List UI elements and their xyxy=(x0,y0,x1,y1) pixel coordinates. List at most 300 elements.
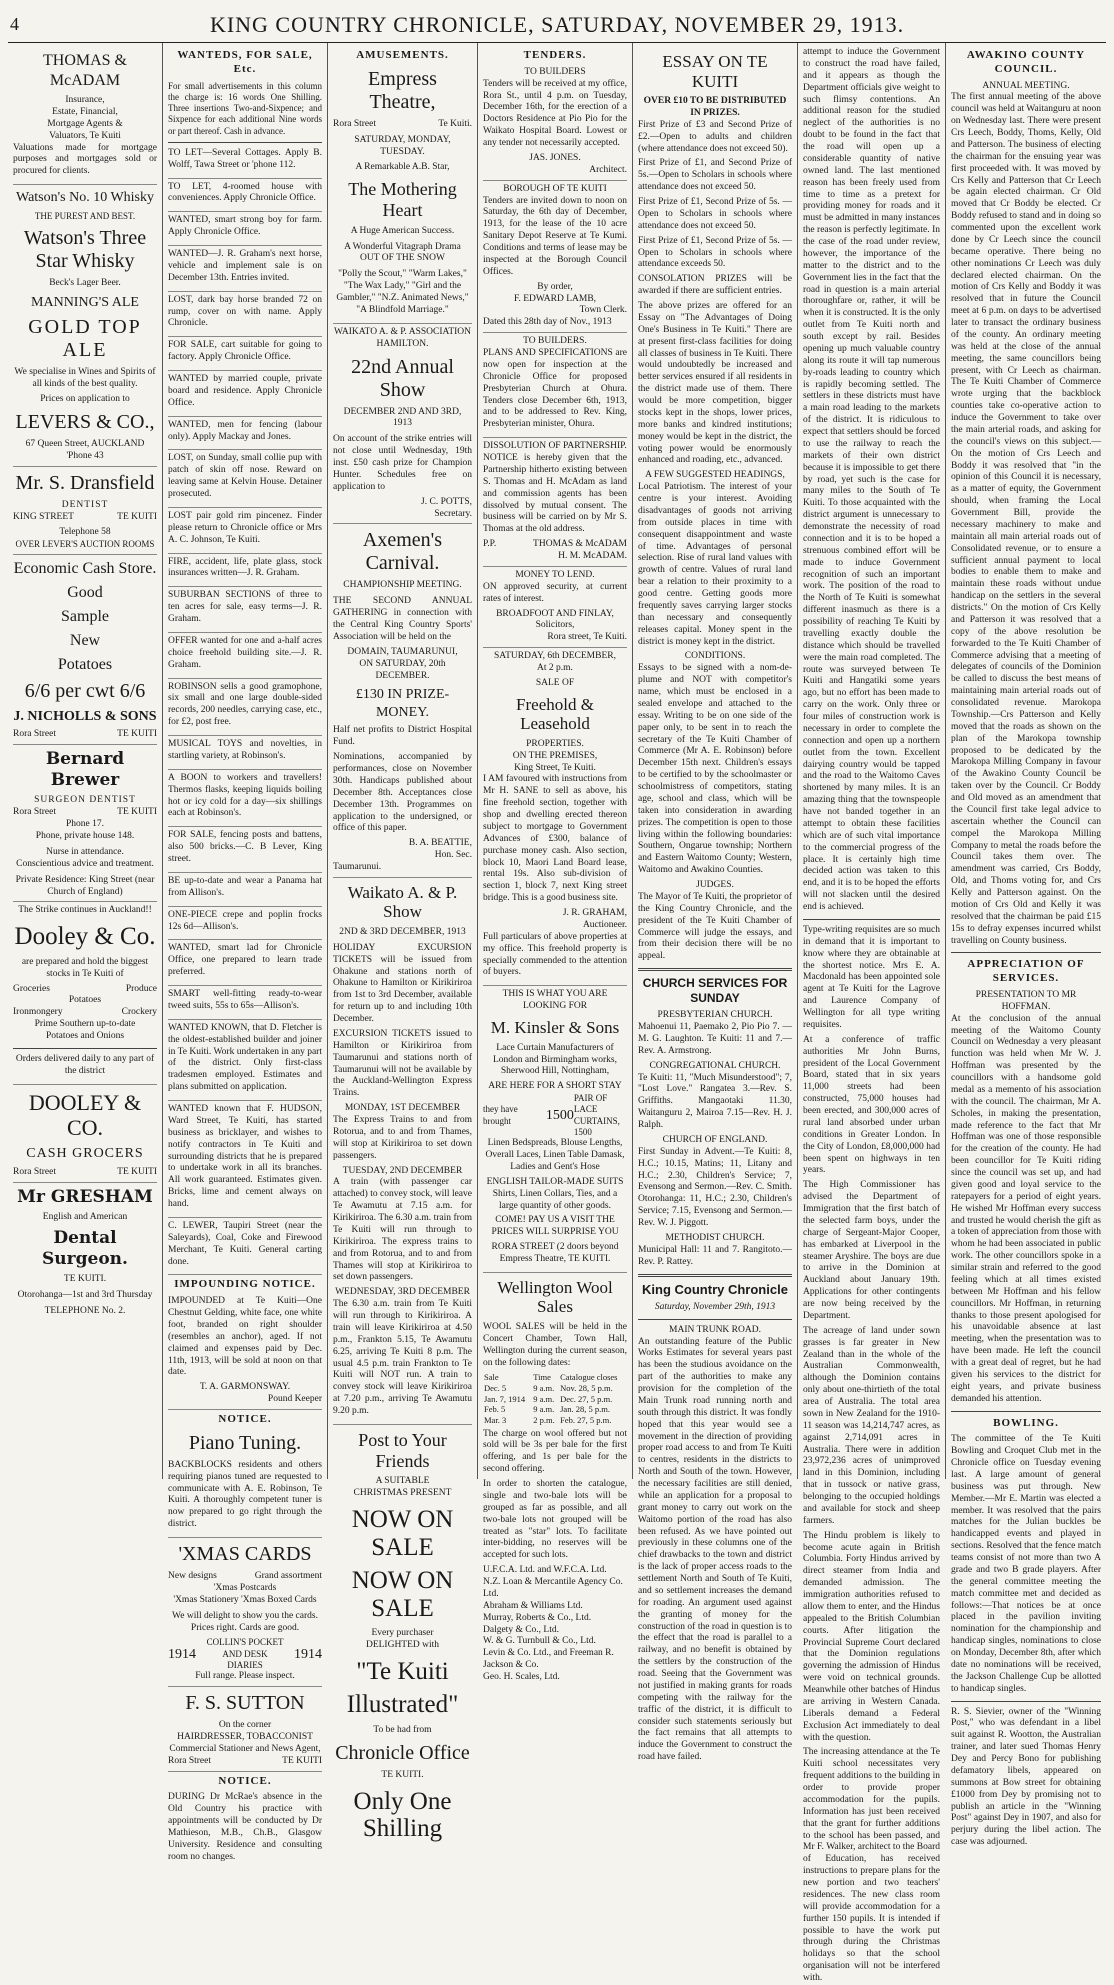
church-heading: PRESBYTERIAN CHURCH. xyxy=(657,1010,773,1021)
classified-text: LOST, dark bay horse branded 72 on rump, cover on with name. Apply Chronicle. xyxy=(168,294,322,329)
ad-title: Dooley & Co. xyxy=(14,923,156,951)
classified-text: LOST, on Sunday, small collie pup with patch of skin off nose. Reward on leaving same at Kelvin House. Detainer prosecuted. xyxy=(168,453,322,499)
essay-title: ESSAY ON TE KUITI xyxy=(662,52,768,91)
ad-line: Beck's Lager Beer. xyxy=(49,277,121,288)
news-item: At a conference of traffic authorities Mr John Burns, president of the Local Government Board, stated that in six years 11,000 streets had been constructed, 75,000 houses had been erected, and 300,000 acres of rural land absorbed under urban conditions in Greater London. In the City of London, £8,000,000 had been spent on highways in ten years. xyxy=(803,1034,940,1176)
ad-thomas-mcadam xyxy=(13,51,157,185)
notice-dissolution xyxy=(483,441,627,567)
ad-phone: 'Phone 43 xyxy=(66,450,104,461)
ad-line: HAMILTON. xyxy=(376,338,429,349)
ad-line: To be had from xyxy=(373,1724,432,1735)
essay-heading: A FEW SUGGESTED HEADINGS, xyxy=(645,470,785,481)
list-item: W. & G. Turnbull & Co., Ltd. xyxy=(483,1636,596,1647)
ad-line: Prices on application to xyxy=(40,394,130,404)
ad-title: Axemen's Carnival. xyxy=(362,529,443,575)
article-text: The first annual meeting of the above council was held at Waitanguru at noon on Wednesday last. There were present Crs Leech, Boddy, Thoms, Kelly, Old and Patterson. The business of electing the chairman for the ensuing year was first proceeded with. It was moved by Crs Kelly and Patterson that Cr Leech be again elected chairman. Cr Old moved that Cr Boddy be elected. Cr Boddy refused to stand and in doing so commented upon the excellent work done by Cr Leech since the council became operative. There being no other nominations Cr Leech was duly declared elected chairman. On the motion of Crs Kelly and Boddy it was resolved that in future the Council meet at 6 p.m. on days to be advertised later to transact the ordinary business of the county. An ordinary meeting was held at the close of the annual meeting, the same councillors being present, with Cr Leech as chairman. The Te Kuiti Chamber of Commerce wrote urging that the backblock counties take co-operative action to induce the Government to take over the main arterial roads, and asking for the council's views on this subject.—On the motion of Crs Leech and Boddy it was resolved that "in the opinion of this Council it is necessary, as a matter of equity, the Government should, when framing the Local Government Bill, provide the necessary machinery to make and maintain all main arterial roads out of Consolidated revenue, or to ensure a sufficient annual payment to local bodies to enable them to make and maintain these roads without undue handicap on the settlers in the several districts." On the motion of Crs Kelly and Patterson it was resolved that a copy of the above resolution be forwarded to the Te Kuiti Chamber of Commerce advising that a meeting of delegates of councils of the Dominion be called to discuss the best means of maintaining main arterial roads out of consolidated revenue. Marokopa Township.—Crs Patterson and Kelly moved that the roads as shown on the plan of the Marokopa township proposed to be dedicated by the Marokopa Milling Company in favour of the Awakino County Council be taken over by the Council. Cr Boddy and Old moved as an amendment that the Council first take legal advice to ascertain whether the Council can compel the Marokopa Milling Company to metal the roads before the Council takes them over. The amendment was carried, Crs Boddy, Old, and Thoms voting for, and Crs Kelly and Patterson against. On the motion of Crs Old and Kelly it was resolved that the chairman be paid £15 15s to defray expenses incurred whilst travelling on County business. xyxy=(951,92,1101,946)
notice-line: BROADFOOT AND FINLAY, xyxy=(496,608,614,619)
ad-text: Half net profits to District Hospital Fund. xyxy=(333,725,472,748)
notice-text: DURING Dr McRae's absence in the Old Country his practice with appointments will be conducted by Dr Mathieson, M.B., Ch.B., Glasgow University. Residence and consulting room no changes. xyxy=(168,1792,322,1862)
classified-ad xyxy=(168,215,322,246)
article-awakino xyxy=(951,49,1101,947)
classified-ad xyxy=(168,773,322,828)
classified-ad xyxy=(168,1023,322,1101)
table-cell: Mar. 3 xyxy=(484,1414,507,1425)
ad-line: Insurance, xyxy=(65,95,105,105)
column-6 xyxy=(798,43,946,1983)
table-row xyxy=(483,1394,627,1405)
tender-signature: F. EDWARD LAMB, xyxy=(513,293,597,304)
classified-text: WANTED, smart lad for Chronicle Office, one prepared to learn trade preferred. xyxy=(168,943,322,978)
ad-empress-theatre xyxy=(333,68,472,324)
classified-text: C. LEWER, Taupiri Street (near the Saleyards), Coal, Coke and Firewood Merchant, Te Kuiti. General carting done. xyxy=(168,1220,322,1267)
classified-text: FOR SALE, fencing posts and battens, also 500 bricks.—C. B Lever, King street. xyxy=(168,830,322,864)
ad-line: DOMAIN, TAUMARUNUI, xyxy=(347,646,458,657)
tender-text: Tenders are invited down to noon on Saturday, the 6th day of December, 1913, for the lease of the 10 acre Sanitary Depot Reserve at Te Kumi. Conditions and terms of lease may be inspected at the Borough Council Offices. xyxy=(483,195,627,277)
ad-signature: B. A. BEATTIE, xyxy=(408,838,472,849)
ad-prize: £130 IN PRIZE-MONEY. xyxy=(355,687,450,720)
ad-line: Estate, Financial, xyxy=(52,106,118,117)
ad-item: Crockery xyxy=(121,1007,157,1018)
table-cell: 9 a.m. xyxy=(533,1404,555,1415)
ad-item: Produce xyxy=(125,983,157,994)
church-text: First Sunday in Advent.—Te Kuiti: 8, H.C.; 10.15, Matins; 11, Litany and H.C.; 2.30, Children's Service; 7, Evensong and Sermon.—Rev. C. Smith. Otorohanga: 11, H.C.; 2.30, Children's Service; 7.15, Evensong and Sermon.—Rev. W. J. Piggott. xyxy=(638,1146,792,1229)
table-cell: 2 p.m. xyxy=(533,1414,555,1425)
ad-item: Potatoes xyxy=(68,995,102,1006)
classified-ad xyxy=(168,420,322,451)
ad-text: "Polly the Scout," "Warm Lakes," "The Wax Lady," "Girl and the Gambler," "N.Z. Animated News," "A Blindfold Marriage." xyxy=(336,269,469,315)
classified-text: FIRE, accident, life, plate glass, stock insurances written—J. R. Graham. xyxy=(168,556,322,579)
ad-economic-cash-store xyxy=(13,559,157,745)
ad-signature: J. C. POTTS, xyxy=(421,496,472,507)
section-header: NOTICE. xyxy=(218,1413,272,1425)
tender-builders xyxy=(483,67,627,181)
ad-text: EXCURSION TICKETS issued to Hamilton or Kirikiriroa from Taumarunui and stations north of Taumarunui will not be available by the Auckland-Wellington Express Trains. xyxy=(333,1028,472,1099)
ad-line: A Wonderful Vitagraph Drama xyxy=(344,241,461,252)
classified-text: MUSICAL TOYS and novelties, in startling variety, at Robinson's. xyxy=(168,739,322,761)
ad-item: Prime Southern up-to-date xyxy=(34,1019,136,1030)
classified-ad xyxy=(168,148,322,179)
notice-signature: THOMAS & McADAM xyxy=(533,539,627,550)
article-text: The committee of the Te Kuiti Bowling and Croquet Club met in the Chronicle office on Tuesday evening last. A large amount of general business was put through. New Member.—Mr E. Martin was elected a member. It was resolved that the pairs matches for the Julian buckles be handicapped events and played in sections. Resolved that the fence match teams consist of not more than two A grade and two B grade players. After the general committee meeting the match committee met and decided as follows:—That notices be at once placed in the pavilion inviting nomination for the championship and handicap singles, nominations to close on Monday, December 8th, after which date no nominations will be received, the Jackson Challenge Cup be allotted to handicap singles. xyxy=(951,1434,1101,1694)
essay-text: Local Patriotism. The interest of your centre is your interest. Avoiding disadvantages of goods not arriving from outside places in time with consequent disappointment and waste of time. Advantages of personal selection. Rise of rural land values with growth of centre. Values of rural land bear a relation to their proximity to a good centre. Getting goods more frequently saves carrying larger stocks than necessary and consequently releases capital. Money spent in the district is money kept in the district. xyxy=(638,482,792,647)
table-cell: Feb. 27, 5 p.m. xyxy=(560,1414,612,1425)
ad-line: Sample xyxy=(61,607,109,625)
classified-text: BE up-to-date and wear a Panama hat from Allison's. xyxy=(168,875,322,898)
ad-xmas-cards xyxy=(168,1543,322,1687)
column-7 xyxy=(946,43,1106,1848)
essay-text: Essays to be signed with a nom-de-plume and NOT with competitor's name, which must be enclosed in a sealed envelope and attached to the essay. Writing to be on one side of the paper only, to be sent in to reach the secretary of the Te Kuiti Chamber of Commerce (Mr A. E. Robinson) before December 15th next. Children's essays to be certified to by the schoolmaster or schoolmistress of competitors, stating age, school and class, which will be taken into consideration in awarding prizes. The competition is open to those living within the following boundaries: Southern, Ongarue township; Northern and Eastern Waitomo County; Western, Waitomo and Awakino Counties. xyxy=(638,663,792,876)
ad-street: Rora Street xyxy=(13,729,57,739)
essay-subtitle: OVER £10 TO BE DISTRIBUTED IN PRIZES. xyxy=(643,96,787,118)
classified-ad xyxy=(168,739,322,770)
ad-text: Linen Bedspreads, Blouse Lengths, Overall Laces, Linen Table Damask, Ladies and Gent's Hose xyxy=(485,1138,625,1172)
ad-line: Every purchaser xyxy=(371,1628,434,1639)
ad-line: 2ND & 3RD DECEMBER, 1913 xyxy=(339,926,466,937)
ad-title: Empress Theatre, xyxy=(368,67,437,113)
ad-line: SATURDAY, 6th DECEMBER, xyxy=(494,651,616,662)
editorial-continued: attempt to induce the Government to construct the road have failed, and it appears as though the Department officials give weight to such flimsy contentions. An additional reason for the studied neglect of the authorities is no doubt to be found in the fact that the road will open up a considerable quantity of native owned land. The last mentioned reason has been freely used from time to time as a pretext for providing money for roads and it must be admitted in many instances the reason is perfectly legitimate. In the case of the road under review, however, the importance of the matter to the district and to the Government lies in the fact that the road in question is a main arterial thoroughfare or, rather, it will be when it is constructed. It is the only outlet from Te Kuiti north and south except by rail. Besides opening up much valuable country along its route it will tap numerous by-roads leading to country which is rapidly becoming settled. The settlers in these districts must have a main road leading to the markets of the district. It is ridiculous to expect that settlers should be forced to use the railway to reach the markets of their own district because it is impossible to get there by road, yet such is the case for many miles to the South of Te Kuiti. To those acquainted with the district argument is unnecessary to demonstrate the necessity of road connection and it is to be hoped a strenuous combined effort will be made to induce Government recognition of such an important work. The position of the road to the North of Te Kuiti is somewhat different inasmuch as there is a possibility of reaching Te Kuiti by travelling exactly double the distance which should be travelled were the main road completed. The route was surveyed between Te Kuiti and Hangatiki some years ago, but no effort has been made to carry on the work. Only three or four miles of construction work is necessary in order to complete the connection and open up a northern outlet from the town. Excellent dairying country would be tapped and the road to the Waitomo Caves shortened by many miles. It is an amazing thing that the townspeople have not banded together in an attempt to obtain these facilities which are of such vital importance to the commercial progress of the place. It is certainly high time decided action was taken to this end, and it is to be hoped the efforts will not slacken until the desired end is achieved. xyxy=(803,47,940,912)
ad-line: DELIGHTED with xyxy=(365,1639,440,1650)
ad-dooley-1 xyxy=(13,905,157,1084)
ad-price: 6/6 per cwt 6/6 xyxy=(24,679,146,702)
ad-signature: J. R. GRAHAM, xyxy=(562,908,627,919)
ad-subtitle: CHAMPIONSHIP MEETING. xyxy=(343,580,462,591)
ad-town: TE KUITI xyxy=(117,729,157,739)
ad-line: A SUITABLE xyxy=(375,1476,430,1487)
ad-line: Conscientious advice and treatment. xyxy=(16,858,154,869)
section-header: IMPOUNDING NOTICE. xyxy=(174,1278,316,1291)
table-cell: Nov. 28, 5 p.m. xyxy=(560,1383,613,1394)
ad-street: Rora Street xyxy=(168,1755,212,1766)
ad-line: New xyxy=(69,631,101,649)
ad-title: Watson's No. 10 Whisky xyxy=(15,190,155,206)
essay-heading: JUDGES. xyxy=(696,880,734,891)
notice-text: NOTICE is hereby given that the Partnership hitherto existing between S. Thomas and H. McAdam as land and commission agents has been dissolved by mutual consent. The business will be carried on by Mr S. Thomas at the old address. xyxy=(483,453,627,535)
ad-bernard-brewer xyxy=(13,749,157,903)
ad-line: OUT OF THE SNOW xyxy=(360,253,445,264)
ad-line: they have brought xyxy=(483,1104,518,1126)
ad-subtitle: SURGEON DENTIST xyxy=(34,795,136,806)
notice-money-to-lend xyxy=(483,570,627,648)
ad-item: Potatoes and Onions xyxy=(45,1031,125,1041)
ad-title: F. S. SUTTON xyxy=(185,1692,305,1714)
editorial-title: MAIN TRUNK ROAD. xyxy=(669,1324,761,1335)
ad-text: We will delight to show you the cards. Prices right. Cards are good. xyxy=(172,1610,318,1633)
ad-title: 'XMAS CARDS xyxy=(178,1543,312,1565)
ad-title: DOOLEY & CO. xyxy=(28,1089,142,1140)
article-text: At the conclusion of the annual meeting of the Waitomo County Council on Wednesday a very pleasant function was held when Mr W. J. Hoffman was presented by the councillors with a handsome gold medal as a memento of his association with the council. The chairman, Mr A. Scholes, in making the presentation, made reference to the fact that Mr Hoffman was one of those responsible for the creation of the county. He had been councillor for Te Kuiti riding since the council was set up, and had given good and loyal service to the ratepayers for a period of eight years. He wished Mr Hoffman every success and trusted he would cherish the gift as a token of appreciation from those with whom he had been associated in public work. The other councillors spoke in a similar strain and referred to the good feeling which at all times existed between Mr Hoffman and his fellow councillors. Mr Hoffman, in returning thanks to those present apologised for his unavoidable absence at last meeting, when the presentation was to have been made. He left the council with a great deal of regret, but he had given his services to the district for eight years, and private business demanded his attention. xyxy=(951,1013,1101,1404)
ad-title: Post to Your Friends xyxy=(358,1429,447,1471)
table-cell: 9 a.m. xyxy=(533,1383,555,1394)
table-cell: Feb. 5 xyxy=(484,1404,506,1415)
classified-ad xyxy=(168,1104,322,1218)
ad-item: Groceries xyxy=(13,983,50,994)
ad-item: Ironmongery xyxy=(13,1007,63,1018)
ad-line: NOW ON SALE xyxy=(351,1506,454,1561)
ad-phone: TELEPHONE No. 2. xyxy=(44,1305,126,1316)
notice-title: DISSOLUTION OF PARTNERSHIP. xyxy=(483,441,627,452)
church-text: Municipal Hall: 11 and 7. Rangitoto.—Rev. P. Rattey. xyxy=(638,1244,792,1267)
ad-line: ENGLISH TAILOR-MADE SUITS xyxy=(486,1176,624,1187)
classified-text: WANTED—J. R. Graham's next horse, vehicle and implement sale is on December 13th. Entries invited. xyxy=(168,249,322,283)
ad-line: ON THE PREMISES, xyxy=(512,750,598,761)
list-item: U.F.C.A. Ltd. and W.F.C.A. Ltd. xyxy=(483,1565,607,1576)
ad-line: PAIR OF LACE CURTAINS, 1500 xyxy=(573,1093,620,1137)
table-cell: Dec. 5 xyxy=(484,1383,507,1394)
notice-line: Solicitors, xyxy=(535,620,575,631)
news-item: The increasing attendance at the Te Kuiti school necessitates very frequent additions to the building in order to provide proper accommodation for the pupils. Information has just been received that the grant for further additions to the school has been passed, and Mr F. Walker, architect to the Board of Education, has received instructions to prepare plans for the new portion and two teachers' residences. The new class room will provide accommodation for a further 150 pupils. It is intended if possible to have the work put through during the Christmas holidays so that the school organisation will not be interfered with. xyxy=(803,1747,940,1983)
classified-text: WANTED by married couple, private board and residence. Apply Chronicle Office. xyxy=(168,374,322,408)
ad-title: Mr. S. Dransfield xyxy=(15,471,155,494)
ad-line: Private Residence: King Street (near Church of England) xyxy=(15,874,155,897)
essay-prize: First Prize of £1, Second Prize of 5s. —Open to Scholars in schools where attendance does not exceed 50. xyxy=(638,197,792,231)
editorial xyxy=(638,1282,792,1765)
ad-street: KING STREET xyxy=(13,511,74,522)
ad-subtitle: Dental Surgeon. xyxy=(42,1227,128,1269)
ad-year: 1914 xyxy=(168,1646,196,1662)
ad-text: I AM favoured with instructions from Mr H. SANE to sell as above, his fine freehold section, together with shop and dwelling erected thereon subject to mortgage to Government Advances of £300, balance of purchase money cash. Also section, block 10, Maori Land Board lease, rental 19s. Also sub-division of section 1, block 7, next King street bridge. This is a good business site. xyxy=(483,774,627,904)
ad-year: 1914 xyxy=(294,1646,322,1662)
church-heading: CHURCH OF ENGLAND. xyxy=(662,1134,768,1145)
tender-signature-title: Town Clerk. xyxy=(579,305,627,316)
ad-town: TE KUITI xyxy=(282,1755,322,1766)
ad-street: Rora Street xyxy=(333,118,377,129)
ad-text: Nominations, accompanied by performances, close on November 30th. Handicaps published about December 8th. Acceptances close December 13th. Programmes on application to the undersigned, or office of this paper. xyxy=(333,752,472,834)
editorial-masthead: King Country Chronicle xyxy=(642,1281,788,1297)
ad-title: WAIKATO A. & P. ASSOCIATION xyxy=(333,326,472,337)
masthead xyxy=(8,8,1106,43)
classified-ad xyxy=(168,182,322,213)
classified-text: TO LET, 4-roomed house with conveniences. Apply Chronicle Office. xyxy=(168,181,322,204)
ad-line: Valuators, Te Kuiti xyxy=(49,130,121,141)
ad-text: On account of the strike entries will not close until Wednesday, 19th inst. £50 cash prize for Champion Hunter. Schedules free on application to xyxy=(333,434,472,492)
table-cell: Dec. 27, 5 p.m. xyxy=(560,1393,613,1404)
column-3 xyxy=(328,43,478,1843)
notice-signature-title: Pound Keeper xyxy=(267,1394,322,1405)
ad-signature-title: Auctioneer. xyxy=(582,919,627,930)
editorial-date: Saturday, November 29th, 1913 xyxy=(654,1301,776,1312)
ad-town: Te Kuiti. xyxy=(438,118,472,129)
ad-line: Chronicle Office xyxy=(335,1741,470,1764)
ad-title: Economic Cash Store. xyxy=(13,559,157,577)
news-item: The Hindu problem is likely to become acute again in British Columbia. Forty Hindus arrived by direct steamer from India and demanded admission. The immigration authorities refused to allow them to enter, and the Hindus appealed to the British Columbian courts. After litigation the Provincial Supreme Court declared that the Dominion regulations governing the admission of Hindus were void on technical grounds. Meanwhile other batches of Hindus are arriving in Western Canada. Liberals demand a Federal Exclusion Act immediately to deal with the question. xyxy=(803,1530,940,1743)
table-row xyxy=(483,1415,627,1426)
ad-title: Waikato A. & P. Show xyxy=(347,882,458,922)
classified-text: WANTED KNOWN, that D. Fletcher is the oldest-established builder and joiner in Te Kuiti. Work undertaken in any part of the district. Only first-class tradesmen employed. Estimates and plans submitted on application. xyxy=(168,1022,322,1093)
church-text: Te Kuiti: 11, "Much Misunderstood"; 7, "Lost Love." Rangatea 3.—Rev. S. Griffiths. Mangaotaki 11.30, Waitanguru 2, Mairoa 7.15—Rev. H. J. Ralph. xyxy=(638,1072,792,1131)
table-row xyxy=(483,1404,627,1415)
ad-title: Mr GRESHAM xyxy=(17,1186,153,1207)
tender-builders-2 xyxy=(483,336,627,438)
ad-town: TE KUITI xyxy=(117,807,157,818)
ad-line: SATURDAY, MONDAY, TUESDAY. xyxy=(354,134,451,157)
ad-line: NOW ON SALE xyxy=(351,1567,454,1622)
ad-gresham xyxy=(13,1187,157,1318)
classified-text: WANTED, smart strong boy for farm. Apply Chronicle Office. xyxy=(168,215,322,238)
ad-phone: Phone, private house 148. xyxy=(35,831,135,841)
ad-town: TE KUITI xyxy=(117,511,157,522)
classified-text: WANTED known that F. HUDSON, Ward Street, Te Kuiti, has started business as bricklayer, and wishes to notify contractors in Te Kuiti and surrounding districts that he is prepared to undertake work in all its branches. All work guaranteed. Estimates given. Bricks, lime and cement always on hand. xyxy=(168,1104,322,1209)
ad-text: RORA STREET (2 doors beyond Empress Theatre, TE KUITI. xyxy=(491,1242,619,1265)
ad-line: King Street, Te Kuiti. xyxy=(514,762,596,773)
ad-title: J. NICHOLLS & SONS xyxy=(13,708,157,724)
ad-line: TUESDAY, 2ND DECEMBER xyxy=(342,1165,463,1176)
ad-text: A train (with passenger car attached) to convey stock, will leave Te Awamutu at 7.15 a.m. for Kirikiriroa. The 6.30 a.m. train from Te Kuiti will run through to Kirikiriroa. The express trains to and from Rotorua, and to and from Thames will stop at Kirikiriroa to set down passengers. xyxy=(333,1177,472,1283)
ad-line: English and American xyxy=(42,1211,128,1222)
classified-ad xyxy=(168,374,322,417)
list-item: N.Z. Loan & Mercantile Agency Co. Ltd. xyxy=(483,1577,623,1599)
notice-line: Rora street, Te Kuiti. xyxy=(547,632,627,643)
ad-line: MONDAY, 1ST DECEMBER xyxy=(344,1103,461,1114)
ad-title: Bernard Brewer xyxy=(45,748,125,791)
church-heading: METHODIST CHURCH. xyxy=(665,1232,765,1243)
classified-ad xyxy=(168,943,322,986)
ad-line: COLLIN'S POCKET AND DESK DIARIES xyxy=(206,1637,284,1670)
notice-signature: H. M. McADAM. xyxy=(558,551,627,561)
ad-subtitle: THE PUREST AND BEST. xyxy=(34,210,136,221)
classified-ad xyxy=(168,295,322,338)
classified-text: SUBURBAN SECTIONS of three to ten acres for sale, easy terms—J. R. Graham. xyxy=(168,590,322,624)
ad-text: Shirts, Linen Collars, Ties, and a large quantity of other goods. xyxy=(492,1188,618,1211)
essay-text: CONSOLATION PRIZES will be awarded if there are sufficient entries. xyxy=(638,274,792,297)
classified-ad xyxy=(168,453,322,508)
church-text: Mahoenui 11, Paemako 2, Pio Pio 7. —M. G. Laughton. Te Kuiti: 11 and 7.—Rev. A. Armstrong. xyxy=(638,1022,792,1056)
section-header: WANTEDS, FOR SALE, Etc. xyxy=(177,49,313,75)
classified-ad xyxy=(168,557,322,588)
ad-line: ARE HERE FOR A SHORT STAY xyxy=(488,1081,622,1092)
classified-text: SMART well-fitting ready-to-wear tweed suits, 55s to 65s—Allison's. xyxy=(168,989,322,1011)
classified-text: A BOON to workers and travellers! Thermos flasks, keeping liquids boiling hot or icy cold for a day—six shillings each at Robinson's. xyxy=(168,772,322,819)
notice-text: ON approved security, at current rates of interest. xyxy=(483,581,627,604)
classified-ad xyxy=(168,249,322,292)
ad-town: TE KUITI. xyxy=(63,1274,107,1285)
notice-signature: T. A. GARMONSWAY. xyxy=(199,1382,291,1393)
list-item: Levin & Co. Ltd., and Freeman R. Jackson & Co. xyxy=(483,1648,614,1671)
classified-ad xyxy=(168,511,322,554)
ad-signature-title: Secretary. xyxy=(434,508,472,519)
ad-line: PROPERTIES. xyxy=(526,738,584,749)
ad-line: Grand assortment xyxy=(254,1571,322,1581)
classified-text: OFFER wanted for one and a-half acres choice freehold building site.—J. R. Graham. xyxy=(168,635,322,670)
classified-ad xyxy=(168,1221,322,1276)
ad-text: BACKBLOCKS residents and others requiring pianos tuned are requested to communicate with A. E. Robinson, Te Kuiti. A thoroughly competent tuner is now prepared to go right through the district. xyxy=(168,1459,322,1530)
table-cell: Jan. 28, 5 p.m. xyxy=(560,1404,610,1415)
section-header: NOTICE. xyxy=(218,1774,272,1787)
ad-text: THE SECOND ANNUAL GATHERING in connection with the Central King Country Sports' Association will be held on the xyxy=(333,596,472,642)
classified-text: FOR SALE, cart suitable for going to factory. Apply Chronicle Office. xyxy=(168,340,322,363)
ad-text: Lace Curtain Manufacturers of London and Birmingham works, Sherwood Hill, Nottingham, xyxy=(492,1042,617,1077)
classified-ad xyxy=(168,910,322,941)
column-4 xyxy=(478,43,633,1683)
section-header: TENDERS. xyxy=(523,49,587,61)
ad-line: Potatoes xyxy=(57,655,113,673)
wool-sale-table xyxy=(483,1372,627,1425)
ad-line: Good xyxy=(67,583,103,601)
church-heading: CONGREGATIONAL CHURCH. xyxy=(649,1060,781,1071)
ad-street: Rora Street xyxy=(13,1166,57,1177)
classified-ad xyxy=(168,590,322,633)
article-title: AWAKINO COUNTY COUNCIL. xyxy=(966,49,1086,75)
table-header-row xyxy=(483,1372,627,1383)
ad-text: Orders delivered daily to any part of the district xyxy=(15,1053,155,1076)
article-bowling xyxy=(951,1417,1101,1696)
tender-title: TO BUILDERS xyxy=(524,66,586,77)
essay-prize: First Prize of £1, and Second Prize of 5s.—Open to Scholars in schools where attendance does not exceed 50. xyxy=(638,158,792,193)
church-services xyxy=(638,976,792,1268)
news-item: R. S. Sievier, owner of the "Winning Post," who was defendant in a libel suit against R. Wootton, the Australian trainer, and later sued Thomas Henry Dey and Percy Bono for publishing defamatory libels, appeared on summons at Bow street for obtaining £1000 from Dey by promising not to publish an article in the "Winning Post" against Dey in 1907, and also for perjury during the libel action. The case was adjourned. xyxy=(951,1706,1101,1848)
ad-dooley-2 xyxy=(13,1090,157,1183)
columns xyxy=(8,43,1106,1983)
ad-title: Freehold & Leasehold xyxy=(516,694,594,734)
ad-line: A Remarkable A.B. Star, xyxy=(355,162,450,173)
ad-title: GOLD TOP ALE xyxy=(28,316,142,362)
section-header: AMUSEMENTS. xyxy=(356,49,449,61)
article-appreciation xyxy=(951,958,1101,1405)
ad-piano-tuning xyxy=(168,1432,322,1538)
table-row xyxy=(483,1383,627,1394)
notice-title: MONEY TO LEND. xyxy=(515,569,595,580)
ad-street: Rora Street xyxy=(13,807,57,818)
ad-line: HAIRDRESSER, TOBACCONIST xyxy=(177,1731,313,1742)
ad-subtitle: CASH GROCERS xyxy=(26,1146,144,1162)
church-title: CHURCH SERVICES FOR SUNDAY xyxy=(642,976,788,1006)
tender-text: PLANS AND SPECIFICATIONS are now open for inspection at the Chronicle Office for proposed Presbyterian Church at Ohura. Tenders close December 6th, 1913, and to be addressed to Rev. King, Presbyterian minister, Ohura. xyxy=(483,348,627,430)
essay-competition xyxy=(638,52,792,963)
ad-line: Mortgage Agents & xyxy=(47,118,123,129)
notice-text: IMPOUNDED at Te Kuiti—One Chestnut Gelding, white face, one white foot, branded on right shoulder (resembles an anchor), aged. If not claimed and expenses paid by Dec. 11th, 1913, will be sold at noon on that date. xyxy=(168,1296,322,1378)
ad-line: Full range. Please inspect. xyxy=(195,1671,295,1682)
ad-line: Otorohanga—1st and 3rd Thursday xyxy=(17,1290,153,1301)
article-title: BOWLING. xyxy=(993,1416,1059,1429)
classified-text: LOST pair gold rim pincenez. Finder please return to Chronicle office or Mrs A. C. Johnson, Te Kuiti. xyxy=(168,510,322,545)
masthead-title: KING COUNTRY CHRONICLE, SATURDAY, NOVEMBER 29, 1913. xyxy=(209,12,905,37)
ad-line: At 2 p.m. xyxy=(537,663,573,673)
ad-line: Nurse in attendance. xyxy=(46,846,124,857)
ad-town: TE KUITI. xyxy=(381,1769,424,1780)
ad-title: Piano Tuning. xyxy=(188,1431,302,1454)
impounding-notice xyxy=(168,1296,322,1410)
ad-property-sale xyxy=(483,651,627,986)
tender-date: Dated this 28th day of Nov., 1913 xyxy=(483,317,612,328)
ad-subtitle: DENTIST xyxy=(61,499,109,510)
classified-text: ONE-PIECE crepe and poplin frocks 12s 6d—Allison's. xyxy=(168,909,322,932)
tender-signature: JAS. JONES. xyxy=(529,152,581,163)
ad-post-to-friends xyxy=(333,1430,472,1843)
classified-ad xyxy=(168,682,322,737)
ad-text: The Express Trains to and from Rotorua, and to and from Thames, will stop at Kirikiriroa to set down passengers. xyxy=(333,1115,472,1161)
ad-number: 1500 xyxy=(545,1107,574,1123)
tender-text: Tenders will be received at my office, Rora St., until 4 p.m. on Tuesday, December 16th, for the erection of a Doctors Residence at Pio Pio for the Waikato Hospital Board. Lowest or any tender not necessarily accepted. xyxy=(483,78,627,148)
table-cell: 9 a.m. xyxy=(533,1393,555,1404)
ad-title: MANNING'S ALE xyxy=(31,294,139,310)
news-item: The acreage of land under sown grasses is far greater in New Zealand than in the whole of the Australian Commonwealth, although the Dominion contains only about one-thirtieth of the total area of Australia. The total area sown in New Zealand for the 1910-11 season was 14,214,747 acres, as against 2,714,091 acres in Australia. There were in addition 23,972,236 acres of unimproved land in this Dominion, including that in tussock or native grass, belonging to the occupied holdings and available for stock and sheep farmers. xyxy=(803,1325,940,1526)
classified-ad xyxy=(168,830,322,873)
classified-list xyxy=(168,148,322,1276)
page-number: 4 xyxy=(10,14,19,34)
ad-text: The 6.30 a.m. train from Te Kuiti will run through to Kirikiriroa. A train will leave Kirikiriroa at 4.50 p.m., Frankton 5.15, Te Awamutu 6.25, arriving Te Kuiti 8 p.m. The usual 4.5 p.m. train Frankton to Te Kuiti will NOT run. A train to convey stock will leave Kirikiriroa at 7.20 p.m., arriving Te Awamutu 9.20 p.m. xyxy=(333,1299,472,1417)
column-5 xyxy=(633,43,798,1763)
essay-text: The Mayor of Te Kuiti, the proprietor of the King Country Chronicle, and the president of the Te Kuiti Chamber of Commerce will judge the essays, and from their decision there will be no appeal. xyxy=(638,891,792,962)
list-item: Geo. H. Scales, Ltd. xyxy=(483,1672,560,1683)
article-subtitle: PRESENTATION TO MR HOFFMAN. xyxy=(975,989,1077,1012)
ad-town: Taumarunui. xyxy=(333,862,382,872)
ad-line: On the corner xyxy=(218,1720,272,1730)
article-title: APPRECIATION OF SERVICES. xyxy=(967,958,1085,985)
ad-text: Full particulars of above properties at my office. This freehold property is specially commended to the attention of buyers. xyxy=(483,931,627,978)
classified-ad xyxy=(168,340,322,371)
ad-title: THOMAS & McADAM xyxy=(42,52,127,89)
table-cell: Jan. 7, 1914 xyxy=(484,1393,526,1404)
tender-title: TO BUILDERS. xyxy=(523,336,587,347)
news-item: The High Commissioner has advised the Department of Immigration that the first batch of the selected farm boys, under the charge of Sergeant-Major Cooper, has embarked at Liverpool in the steamer Aryshire. The boys are due to arrive in the Dominion at Auckland about January 19th. Applications for other contingents are now being received by the Department. xyxy=(803,1180,940,1321)
tender-title: BOROUGH OF TE KUITI xyxy=(503,183,607,194)
ad-wellington-wool-sales xyxy=(483,1278,627,1684)
ad-title: M. Kinsler & Sons xyxy=(490,1018,620,1038)
ad-town: TE KUITI xyxy=(117,1166,157,1177)
ad-title: Illustrated" xyxy=(346,1691,459,1719)
ad-title: Wellington Wool Sales xyxy=(497,1277,613,1317)
editorial-text: An outstanding feature of the Public Works Estimates for several years past has been the studious avoidance on the part of the authorities to make any provision for the completion of the Main Trunk road running north and south through this district. It was fondly hoped that this year would see a movement in the direction of providing proper road access to and from Te Kuiti to centres, residents in the districts to North and South of the town. However, the necessary facilities are still denied, while an application for a proposal to grant money to carry out work on the Waitomo portion of the road has also been refused. As we have pointed out previously in these columns one of the chief drawbacks to the town and district is the lack of proper access roads to the settlement North and South of Te Kuiti, and so settlement increases the demand for roading. An argument used against the granting of money for the construction of the road in question is to the effect that the road is parallel to a railway, and no benefit is obtained by the settlers by the construction of the road. Seeing that the Government was not justified in making grants for roads competing with the railway for the traffic of the district, it is difficult to consider such statements seriously but the fact remains that all attempts to induce the Government to construct the road have failed. xyxy=(638,1336,792,1763)
ad-watsons-10 xyxy=(13,189,157,467)
news-item: Type-writing requisites are so much in demand that it is important to know where they are obtainable at the shortest notice. Mrs E. A. Macdonald has been appointed sole agent at Te Kuiti for the Lagrove and Laurence Company of Wellington for all type writing requisites. xyxy=(803,924,940,1030)
ad-kinsler xyxy=(483,989,627,1273)
article-subtitle: ANNUAL MEETING. xyxy=(982,80,1070,91)
classified-intro: For small advertisements in this column the charge is: 16 words One Shilling. Three insertions Two-and-Sixpence; and Sixpence for each additional Nine words or part thereof. Cash in advance. xyxy=(168,80,322,136)
tender-line: By order, xyxy=(537,281,573,292)
ad-line: DECEMBER 2ND AND 3RD, 1913 xyxy=(343,406,462,429)
column-2 xyxy=(163,43,328,1862)
ad-line: 'Xmas Postcards xyxy=(213,1582,277,1593)
